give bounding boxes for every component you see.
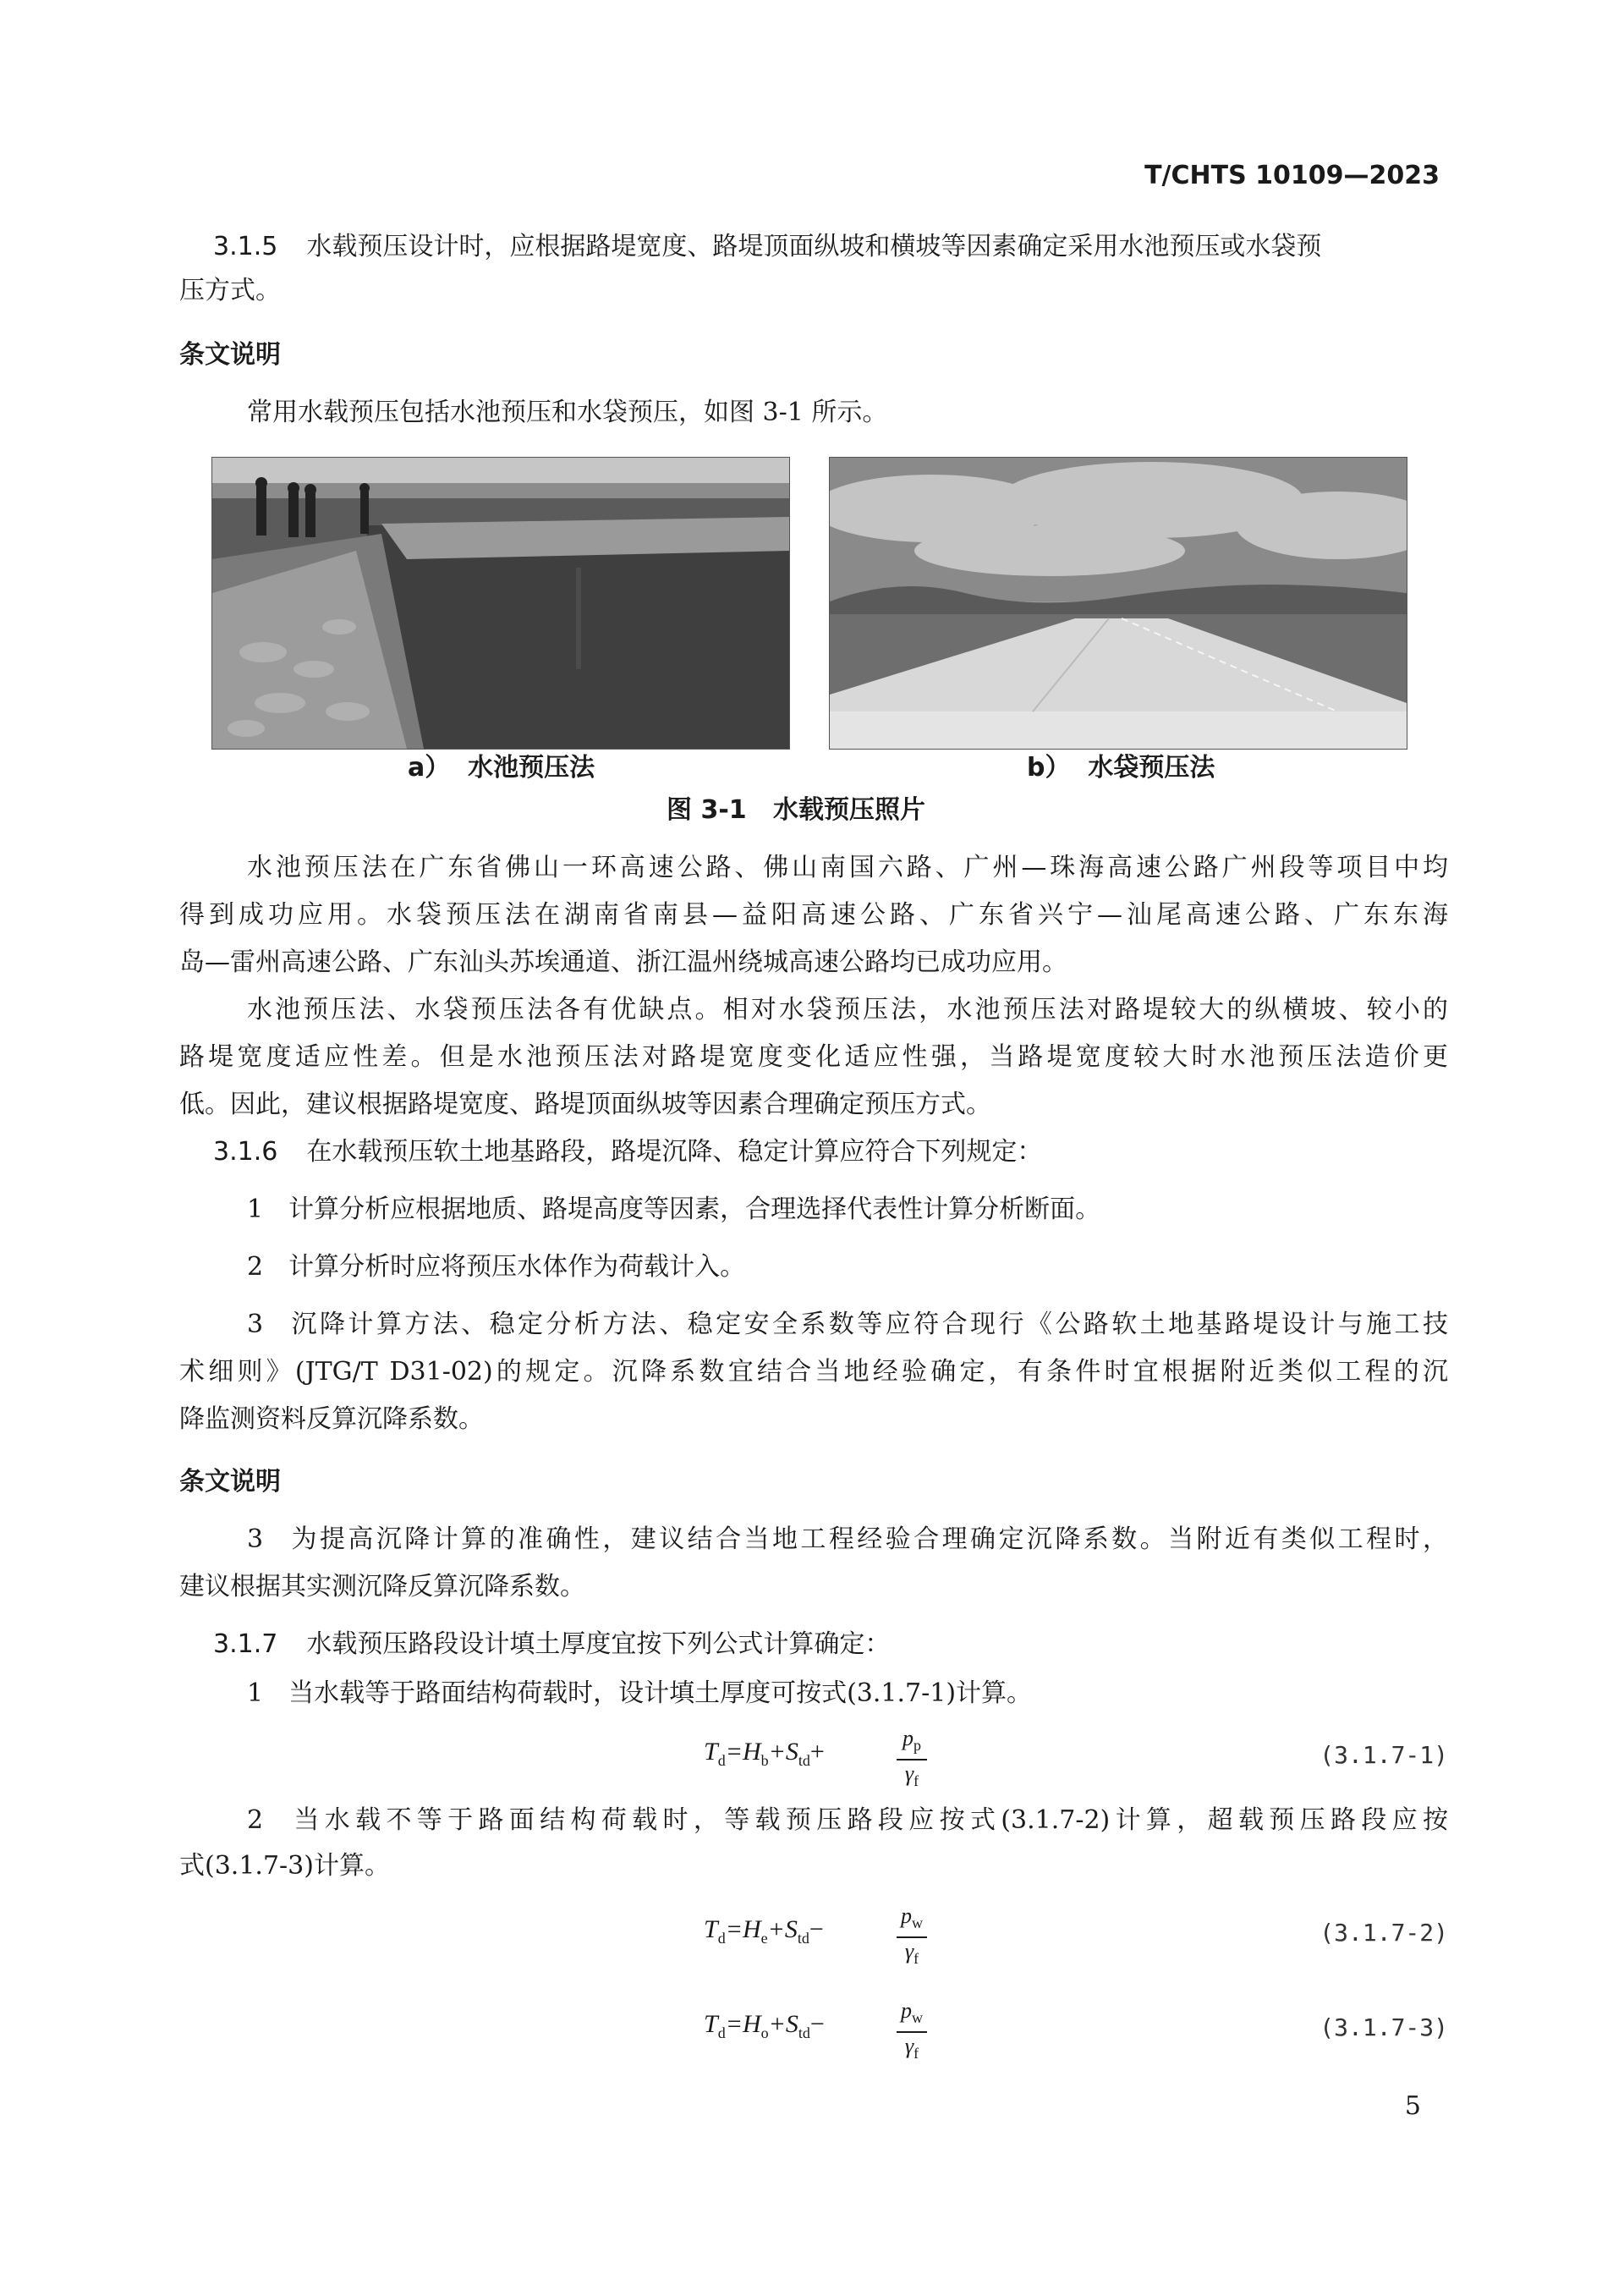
equation-lhs: $T_d=H_e+S_{td}-$ <box>704 1915 824 1947</box>
figure-title: 水载预压照片 <box>773 795 925 825</box>
item-number: 3 <box>247 1524 264 1554</box>
clause-text: 在水载预压软土地基路段，路堤沉降、稳定计算应符合下列规定： <box>306 1137 1043 1167</box>
figure-caption <box>667 792 925 829</box>
para-2-line1: 水池预压法、水袋预压法各有优缺点。相对水袋预压法，水池预压法对路堤较大的纵横坡、较小的 <box>247 995 1448 1024</box>
equation-3-1-7-2 <box>704 1903 1448 1968</box>
clause-text: 水载预压设计时，应根据路堤宽度、路堤顶面纵坡和横坡等因素确定采用水池预压或水袋预 <box>306 232 1322 261</box>
bag-image <box>830 458 1407 749</box>
photo-water-pool-preloading <box>211 457 790 750</box>
clause-3-1-7-item2-line2: 式(3.1.7-3)计算。 <box>179 1851 390 1881</box>
clause-3-1-6-item3-line2: 术细则》(JTG/T D31-02)的规定。沉降系数宜结合当地经验确定，有条件时宜根据附近类似工程的沉 <box>179 1357 1448 1387</box>
clause-3-1-7 <box>213 1626 890 1663</box>
para-2-line3: 低。因此，建议根据路堤宽度、路堤顶面纵坡等因素合理确定预压方式。 <box>179 1090 991 1119</box>
equation-number: (3.1.7-3) <box>1320 2013 1448 2041</box>
photo-water-bag-preloading <box>829 457 1407 750</box>
explanation-heading-2: 条文说明 <box>179 1467 281 1497</box>
para-1-line2: 得到成功应用。水袋预压法在湖南省南县—益阳高速公路、广东省兴宁—汕尾高速公路、广东东海 <box>179 900 1448 930</box>
equation-3-1-7-3 <box>704 1998 1448 2063</box>
clause-3-1-6-item3-line1 <box>247 1306 1448 1343</box>
item-number: 2 <box>247 1805 264 1835</box>
clause-3-1-5-line1 <box>213 228 1448 266</box>
clause-text: 水载预压路段设计填土厚度宜按下列公式计算确定： <box>306 1629 891 1659</box>
equation-lhs: $T_d=H_b+S_{td}+$ <box>704 1738 825 1769</box>
explanation-heading: 条文说明 <box>179 340 281 370</box>
para-2-line2: 路堤宽度适应性差。但是水池预压法对路堤宽度变化适应性强，当路堤宽度较大时水池预压法造价更 <box>179 1042 1448 1072</box>
para-1-line1: 水池预压法在广东省佛山一环高速公路、佛山南国六路、广州—珠海高速公路广州段等项目中均 <box>247 853 1448 882</box>
item-text: 当水载不等于路面结构荷载时，等载预压路段应按式(3.1.7-2)计算，超载预压路段应按 <box>288 1805 1448 1835</box>
item-number: 2 <box>247 1252 264 1282</box>
equation-fraction: $p_p$ $\gamma_f$ <box>897 1726 927 1793</box>
page-number: 5 <box>1404 2091 1421 2121</box>
explanation-text: 常用水载预压包括水池预压和水袋预压，如图 3-1 所示。 <box>247 398 888 427</box>
equation-fraction: $p_w$ $\gamma_f$ <box>897 1998 927 2066</box>
item-text: 计算分析应根据地质、路堤高度等因素，合理选择代表性计算分析断面。 <box>288 1195 1101 1224</box>
sub-b-caption: 水袋预压法 <box>1088 753 1215 783</box>
clause-3-1-6-item1 <box>247 1191 1100 1228</box>
clause-number: 3.1.5 <box>213 232 278 261</box>
clause-3-1-6-item2 <box>247 1249 745 1286</box>
item-text: 当水载等于路面结构荷载时，设计填土厚度可按式(3.1.7-1)计算。 <box>288 1678 1033 1708</box>
pool-image <box>212 458 789 749</box>
clause-number: 3.1.6 <box>213 1137 278 1167</box>
standard-code: T/CHTS 10109—2023 <box>1144 161 1440 190</box>
sub-a-label: a） <box>408 753 451 783</box>
sub-b-label: b） <box>1027 753 1071 783</box>
figure-sub-b <box>1027 750 1215 787</box>
clause-3-1-7-item1 <box>247 1675 1032 1712</box>
equation-lhs: $T_d=H_o+S_{td}-$ <box>704 2010 825 2041</box>
figure-number: 图 3-1 <box>667 795 747 825</box>
item-number: 1 <box>247 1678 264 1708</box>
equation-number: (3.1.7-1) <box>1320 1741 1448 1769</box>
equation-3-1-7-1 <box>704 1726 1448 1790</box>
item-text: 沉降计算方法、稳定分析方法、稳定安全系数等应符合现行《公路软土地基路堤设计与施工技 <box>288 1310 1448 1339</box>
item-text: 为提高沉降计算的准确性，建议结合当地工程经验合理确定沉降系数。当附近有类似工程时， <box>288 1524 1448 1554</box>
explanation-2-line1 <box>247 1521 1448 1558</box>
clause-3-1-6-item3-line3: 降监测资料反算沉降系数。 <box>179 1404 484 1434</box>
item-number: 1 <box>247 1195 264 1224</box>
para-1-line3: 岛—雷州高速公路、广东汕头苏埃通道、浙江温州绕城高速公路均已成功应用。 <box>179 948 1067 977</box>
item-number: 3 <box>247 1310 264 1339</box>
equation-fraction: $p_w$ $\gamma_f$ <box>897 1903 927 1971</box>
clause-number: 3.1.7 <box>213 1629 278 1659</box>
clause-3-1-6 <box>213 1134 1042 1171</box>
clause-3-1-5-line2: 压方式。 <box>179 276 281 305</box>
clause-3-1-7-item2-line1 <box>247 1802 1448 1839</box>
equation-number: (3.1.7-2) <box>1320 1919 1448 1947</box>
explanation-2-line2: 建议根据其实测沉降反算沉降系数。 <box>179 1572 585 1601</box>
item-text: 计算分析时应将预压水体作为荷载计入。 <box>288 1252 746 1282</box>
sub-a-caption: 水池预压法 <box>468 753 595 783</box>
figure-sub-a <box>408 750 595 787</box>
